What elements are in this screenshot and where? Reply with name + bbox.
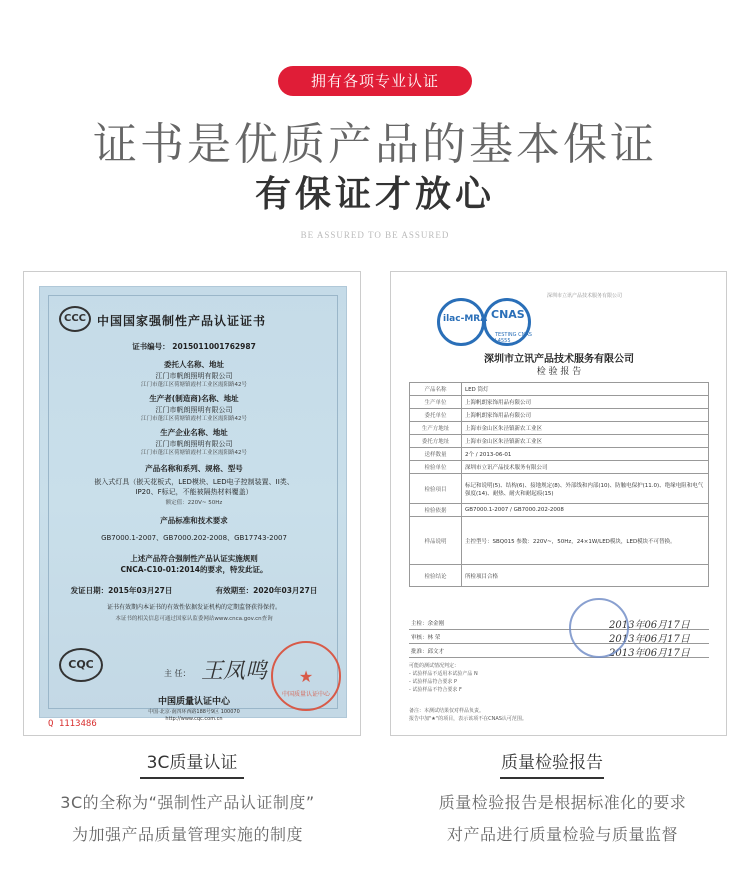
caption-3c-line1: 3C的全称为“强制性产品认证制度” [60, 793, 315, 812]
ccc-product-line3: 额定值：220V~ 50Hz [165, 500, 223, 506]
ccc-issuer-addr: 中国·北京·南四环西路188号9区 100070 [148, 709, 240, 715]
report-footnote: 备注：本测试结果仅对样品负责。 报告中加"★"的项目，表示该项不在CNAS认可范围。 [409, 708, 527, 722]
date-check: 2013年06月17日 [609, 648, 690, 659]
table-row: 产品名称 LED 筒灯 [410, 383, 709, 396]
cqc-logo-icon: CQC [59, 648, 103, 682]
sign-row-approve: 主检：余金刚 2013年06月17日 [409, 616, 709, 630]
ccc-logo-icon: CCC [59, 306, 91, 332]
ccc-factory-addr: 江门市蓬江区荷塘镇霞村工业区霞阳路42号 [141, 450, 247, 456]
ccc-product-line1: 嵌入式灯具（嵌天花板式，LED模块、LED电子控制装置、II类、 [94, 478, 294, 486]
report-table [409, 382, 709, 587]
ccc-applicant-addr: 江门市蓬江区荷塘镇霞村工业区霞阳路42号 [141, 382, 247, 388]
ccc-cert-no: 证书编号： 2015011001762987 [132, 342, 256, 351]
inspection-report-paper [401, 280, 717, 728]
date-approve: 2013年06月17日 [609, 620, 690, 631]
table-row: 检验单位 深圳市立讯产品技术服务有限公司 [410, 461, 709, 474]
cnas-sub-text: TESTING CNAS L4555 [495, 332, 532, 344]
sign-row-check: 批准：邱文才 2013年06月17日 [409, 644, 709, 658]
report-subtitle: 检 验 报 告 [536, 367, 582, 377]
table-row: 检验结论 所检项目合格 [410, 565, 709, 587]
caption-report-line1: 质量检验报告是根据标准化的要求 [438, 793, 687, 812]
date-review: 2013年06月17日 [609, 634, 690, 645]
ccc-certificate-paper [39, 286, 347, 722]
ccc-applicant-name: 江门市帆朗照明有限公司 [155, 372, 233, 380]
ccc-valid-date: 有效期至：2020年03月27日 [215, 586, 318, 595]
table-row: 样品说明 主控型号：SBQ015 参数：220V~，50Hz，24×1W/LED模块，LED模块不可替换。 [410, 517, 709, 565]
ccc-product-line2: IP20、F标记，不能被隔热材料覆盖） [135, 488, 253, 496]
report-seal-icon [569, 598, 629, 658]
ccc-producer-name: 江门市帆朗照明有限公司 [155, 406, 233, 414]
report-sign-rows [409, 616, 709, 658]
table-row: 送样数量 2个 / 2013-06-01 [410, 448, 709, 461]
sample-notes: 可能的测试情况判定： - 试验样品不适用本试验产品 N - 试验样品符合要求 P - 试验样品不符合要求 F [409, 663, 478, 693]
seal-text: 中国质量认证中心 [281, 691, 330, 698]
ccc-certificate-card [23, 271, 361, 736]
ccc-signature: 王凤鸣 [201, 659, 268, 684]
headline-bold: 有保证才放心 [254, 174, 495, 215]
ccc-rule-line1: 上述产品符合强制性产品认证实施规则 [130, 554, 258, 563]
table-row: 检验依据 GB7000.1-2007 / GB7000.202-2008 [410, 504, 709, 517]
headline-main: 证书是优质产品的基本保证 [93, 119, 657, 170]
seal-star-icon: ★ [298, 667, 314, 686]
table-row: 委托单位 上海帆朗家饰用品有限公司 [410, 409, 709, 422]
sign-row-review: 审核：林 荣 2013年06月17日 [409, 630, 709, 644]
ccc-issuer: 中国质量认证中心 [157, 697, 230, 707]
subtitle-english: BE ASSURED TO BE ASSURED [300, 230, 450, 240]
table-row: 生产方地址 上海市金山区朱泾镇新农工业区 [410, 422, 709, 435]
caption-title-3c: 3C质量认证 [102, 748, 282, 779]
cnas-badge-icon [437, 298, 537, 346]
ccc-validity-note: 证书有效期内本证书的有效性依据发证机构的定期监督获得保持。 [106, 604, 281, 611]
ccc-producer-label: 生产者(制造商)名称、地址 [149, 394, 239, 403]
report-title: 深圳市立讯产品技术服务有限公司 [484, 354, 634, 365]
ccc-producer-addr: 江门市蓬江区荷塘镇霞村工业区霞阳路42号 [141, 416, 247, 422]
certification-pill: 拥有各项专业认证 [278, 66, 472, 96]
ccc-factory-label: 生产企业名称、地址 [160, 428, 228, 437]
caption-report-line2: 对产品进行质量检验与质量监督 [446, 825, 678, 844]
ccc-standard-text: GB7000.1-2007、GB7000.202-2008、GB17743-2007 [101, 534, 287, 542]
report-header-small: 深圳市立讯产品技术服务有限公司 [547, 293, 623, 299]
table-row: 检验项目 标记和说明(5)、结构(6)、接地规定(8)、外部线和内部(10)、防触电保护(11.0)、绝缘电阻和电气强度(14)、耐热、耐火和耐起痕(15) [410, 474, 709, 504]
ccc-query-note: 本证书的相关信息可通过国家认监委网站www.cnca.gov.cn查询 [115, 616, 273, 622]
cnas-text: CNAS [491, 308, 525, 321]
ccc-issuer-url: http://www.cqc.com.cn [165, 716, 223, 722]
table-row: 委托方地址 上海市金山区朱泾镇新农工业区 [410, 435, 709, 448]
inspection-report-card [390, 271, 727, 736]
ilac-mra-text: ilac-MRA [443, 314, 488, 324]
caption-3c-line2: 为加强产品质量管理实施的制度 [71, 825, 303, 844]
ccc-rule-line2: CNCA-C10-01:2014的要求，特发此证。 [120, 565, 268, 574]
ccc-standard-label: 产品标准和技术要求 [160, 516, 228, 525]
ccc-factory-name: 江门市帆朗照明有限公司 [155, 440, 233, 448]
table-row: 生产单位 上海帆朗家饰用品有限公司 [410, 396, 709, 409]
ccc-issue-date: 发证日期：2015年03月27日 [70, 586, 173, 595]
ccc-applicant-label: 委托人名称、地址 [164, 360, 224, 369]
ccc-title: 中国国家强制性产品认证证书 [97, 314, 267, 328]
ccc-serial-number: Q 1113486 [48, 719, 97, 729]
ccc-product-label: 产品名称和系列、规格、型号 [145, 464, 243, 473]
caption-title-report: 质量检验报告 [462, 748, 642, 779]
ccc-sign-label: 主 任： [164, 669, 191, 678]
